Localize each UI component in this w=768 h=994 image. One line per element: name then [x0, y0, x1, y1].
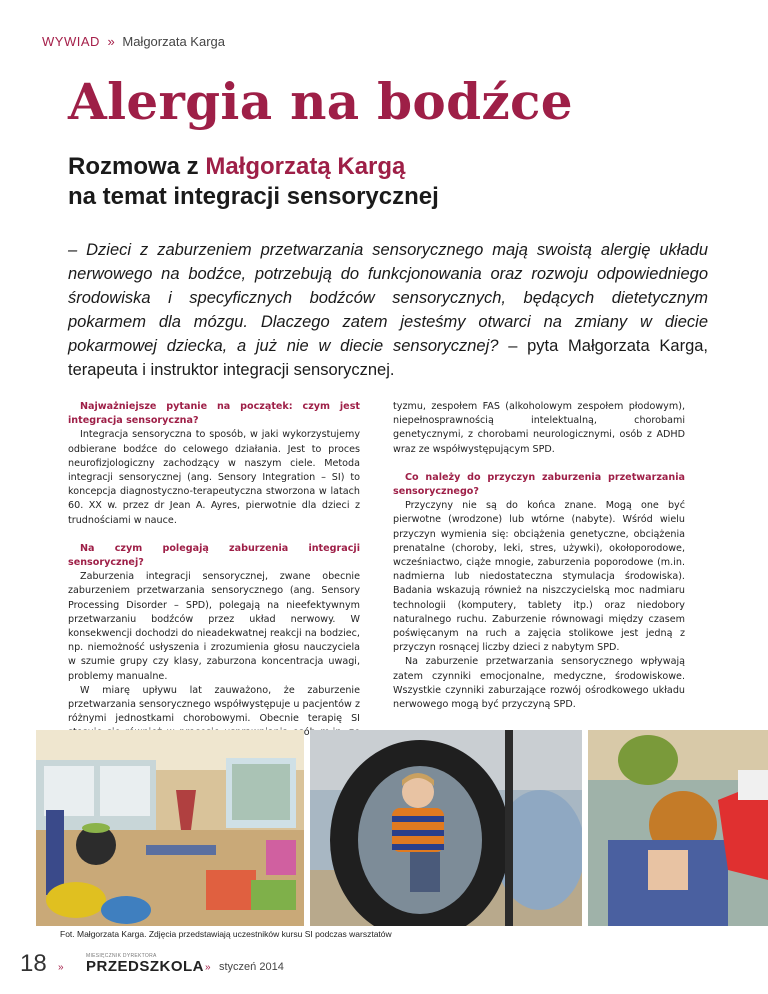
subtitle-highlight: Małgorzatą Kargą: [205, 153, 406, 180]
section-label: WYWIAD: [42, 34, 100, 49]
answer-1: Integracja sensoryczna to sposób, w jaki wykorzystujemy odbierane bodźce do celowego działania. Jest to proces neurofizjologiczny zachodzący w naszym ciele. Metoda integracji sensorycznej (ang. Sensory Integration – SI) to koncepcja diagnostyczno-terapeutyczna stworzona w latach 60. XX w. przez dr Jean A. Ayres, pierwotnie dla dzieci z trudnościami w nauce.: [68, 429, 360, 526]
left-column: [68, 400, 360, 755]
answer-3: W miarę upływu lat zauważono, że zaburzenie przetwarzania sensorycznego współwystępuje u pacjentów z różnymi jednostkami chorobowymi. Obecnie terapię SI osób: [68, 684, 360, 739]
right-column: [393, 400, 685, 712]
article-subtitle: [68, 152, 439, 212]
subtitle-prefix: Rozmowa z: [68, 153, 206, 180]
photo-tire-swing: [310, 730, 582, 926]
page-footer: [20, 950, 720, 980]
question-1: Najważniejsze pytanie na początek: czym jest integracja sensoryczna?: [68, 401, 360, 427]
photo-caption: Fot. Małgorzata Karga. Zdjęcia przedstawiają uczestników kursu SI podczas warsztatów: [60, 929, 392, 939]
answer-4: Przyczyny nie są do końca znane. Mogą one być pierwotne (wrodzone) lub wtórne (nabyte). Wśród wielu przyczyn wymienia się: obciążenia genetyczne, obciążenia prenatalne (choroby, leki, stres, używki), okołoporodowe, wcześniactwo, ciąże mnogie, zaburzenia poporodowe (m.in. nadmierna lub niedostateczna stymulacja środowiska). Badania wskazują również na niszczycielską moc nadmiaru technologii (komputery, tablety itp.) oraz niedobory naturalnego ruchu. Zaburzenie równowagi między czasem poświęcanym na ruch a zajęcia stolikowe jest jedną z przyczyn rosnącej liczby dzieci z nabytym SPD.: [393, 500, 685, 654]
lead-paragraph: [68, 238, 708, 382]
answer-2: Zaburzenia integracji sensorycznej, zwane obecnie zaburzeniem przetwarzania sensorycznego (ang. Sensory Processing Disorder – SPD), polegają na nieefektywnym przetwarzaniu bodźców przez układ nerwowy. W konsekwencji dochodzi do nieadekwatnej reakcji na bodziec, np. niemożność usłyszenia i zrozumienia głosu nauczyciela w szumie grupy czy klasy, zaburzona koncentracja uwagi, problemy manualne.: [68, 571, 360, 682]
photo-strip: [36, 730, 768, 926]
answer-5: Na zaburzenie przetwarzania sensorycznego wpływają zatem czynniki emocjonalne, medyczne, środowiskowe. Wszystkie czynniki zaburzające rozwój ośrodkowego układu nerwowego mogą być przyczyną SPD.: [393, 656, 685, 711]
footer-separator-2: »: [205, 962, 211, 973]
magazine-logo: PRZEDSZKOLA: [86, 958, 204, 975]
lead-quote: – Dzieci z zaburzeniem przetwarzania sensorycznego mają swoistą alergię układu nerwowego na bodźce, potrzebują do funkcjonowania oraz rozwoju odpowiedniego środowiska i specyficznych bodźców sensorycznych, będących dietetycznym pokarmem dla mózgu. Dlaczego zatem jesteśmy otwarci na zmiany w diecie pokarmowej dziecka, a już nie w diecie sensorycznej?: [68, 241, 708, 355]
article-title: Alergia na bodźce: [68, 72, 573, 131]
photo-adult-child: [588, 730, 768, 926]
page-number: 18: [20, 950, 47, 977]
magazine-subtitle: MIESIĘCZNIK DYREKTORA: [86, 953, 157, 959]
photo-therapy-room: [36, 730, 304, 926]
footer-separator: »: [58, 962, 64, 973]
lead-attribution: – pyta Małgorzata Karga, terapeuta i instruktor integracji sensorycznej.: [68, 337, 709, 379]
section-header: [42, 34, 225, 49]
question-3: Co należy do przyczyn zaburzenia przetwarzania sensorycznego?: [393, 471, 685, 498]
issue-date: styczeń 2014: [219, 961, 284, 973]
header-author: Małgorzata Karga: [122, 34, 225, 49]
header-separator: »: [107, 34, 115, 49]
question-2: Na czym polegają zaburzenia integracji sensorycznej?: [68, 542, 360, 569]
answer-3-continued: tyzmu, zespołem FAS (alkoholowym zespołem płodowym), niepełnosprawnością intelektualną, chorobami genetycznymi, z chorobami neurologicznymi, osób z ADHD wraz ze współwystępującym SPD.: [393, 401, 685, 455]
subtitle-line2: na temat integracji sensorycznej: [68, 183, 439, 210]
